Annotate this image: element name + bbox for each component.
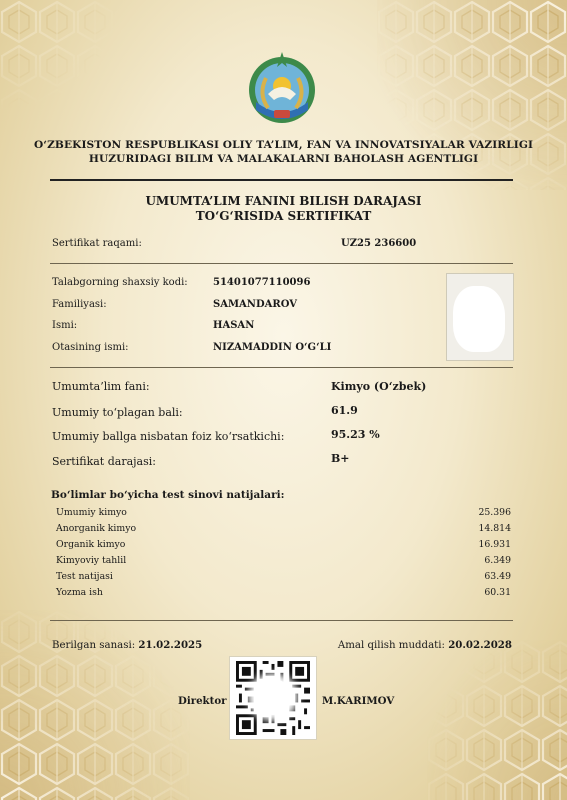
level-label: Sertifikat darajasi: [52, 455, 156, 468]
section-row [56, 539, 511, 553]
certificate-level: B+ [331, 452, 350, 465]
personal-code: 51401077110096 [213, 277, 311, 288]
section-row [56, 571, 511, 585]
personal-code-label: Talabgorning shaxsiy kodi: [52, 277, 188, 288]
valid-until-block [338, 639, 512, 651]
director-name: M.KARIMOV [322, 695, 395, 707]
surname: SAMANDAROV [213, 299, 297, 310]
certificate-title-line-2: TO‘G‘RISIDA SERTIFIKAT [195, 209, 372, 223]
surname-label: Familiyasi: [52, 299, 107, 310]
state-emblem-icon [244, 50, 320, 126]
sections-title: Bo‘limlar bo‘yicha test sinovi natijalari: [51, 489, 285, 501]
percent-label: Umumiy ballga nisbatan foiz ko‘rsatkichi: [52, 430, 285, 443]
section-name: Test natijasi [56, 571, 113, 582]
issued-date-block [52, 639, 202, 651]
section-row [56, 523, 511, 537]
applicant-photo [446, 273, 514, 361]
section-row [56, 587, 511, 601]
section-score: 25.396 [478, 507, 511, 518]
director-label: Direktor [178, 695, 227, 707]
section-name: Organik kimyo [56, 539, 126, 550]
section-name: Kimyoviy tahlil [56, 555, 127, 566]
section-score: 63.49 [484, 571, 511, 582]
section-score: 60.31 [484, 587, 511, 598]
certificate-number-label: Sertifikat raqami: [52, 238, 142, 249]
section-score: 16.931 [478, 539, 511, 550]
total-score-label: Umumiy to‘plagan bali: [52, 406, 183, 419]
header-divider [50, 179, 513, 181]
qr-code-icon [229, 656, 317, 740]
ornament-bottom-right [427, 640, 567, 800]
section-row [56, 507, 511, 521]
agency-line-2: HUZURIDAGI BILIM VA MALAKALARNI BAHOLASH AGENTLIGI [88, 153, 479, 165]
agency-line-1: O‘ZBEKISTON RESPUBLIKASI OLIY TA’LIM, FAN VA INNOVATSIYALAR VAZIRLIGI [33, 139, 534, 151]
patronymic-label: Otasining ismi: [52, 342, 129, 353]
section-row [56, 555, 511, 569]
name: HASAN [213, 320, 255, 331]
section-score: 6.349 [484, 555, 511, 566]
issued-date-label: Berilgan sanasi: [52, 640, 136, 651]
valid-until-label: Amal qilish muddati: [337, 640, 445, 651]
total-score: 61.9 [331, 404, 358, 417]
divider-1 [50, 263, 513, 264]
patronymic: NIZAMADDIN O‘G‘LI [213, 342, 332, 353]
divider-2 [50, 367, 513, 368]
valid-until-date: 20.02.2028 [448, 639, 512, 651]
ornament-top-left [0, 0, 120, 110]
subject-label: Umumta’lim fani: [52, 380, 150, 393]
section-score: 14.814 [478, 523, 511, 534]
divider-3 [50, 620, 513, 621]
section-name: Yozma ish [56, 587, 103, 598]
certificate-number: UZ25 236600 [341, 238, 417, 249]
subject: Kimyo (O‘zbek) [331, 380, 427, 393]
certificate-title-line-1: UMUMTA’LIM FANINI BILISH DARAJASI [145, 194, 422, 208]
section-name: Umumiy kimyo [56, 507, 127, 518]
section-name: Anorganik kimyo [56, 523, 137, 534]
name-label: Ismi: [52, 320, 78, 331]
issued-date: 21.02.2025 [138, 639, 203, 651]
percent: 95.23 % [331, 428, 380, 441]
